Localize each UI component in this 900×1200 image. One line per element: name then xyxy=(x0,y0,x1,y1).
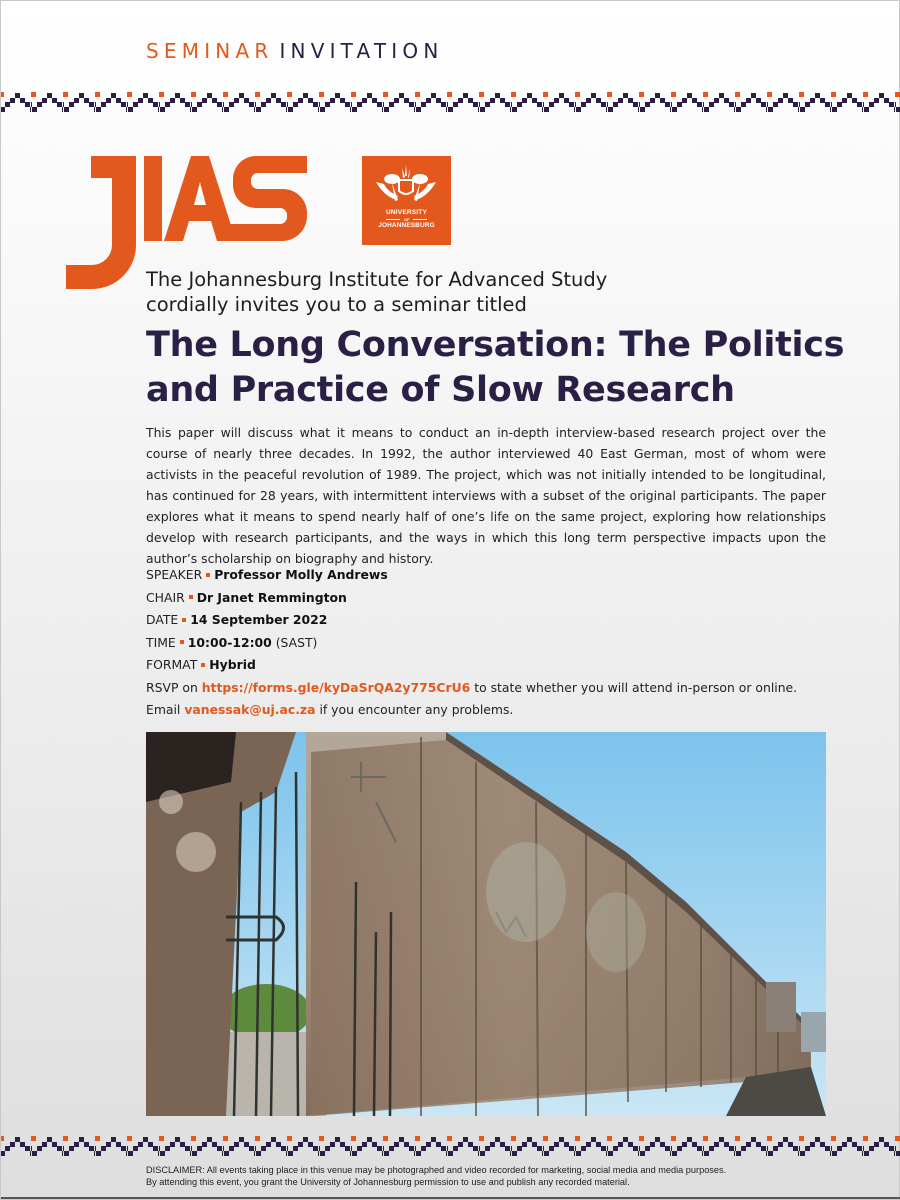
bullet-square-icon xyxy=(182,618,186,622)
detail-value: 14 September 2022 xyxy=(190,612,328,627)
intro-line-2: cordially invites you to a seminar titled xyxy=(146,293,527,316)
rsvp-link[interactable]: https://forms.gle/kyDaSrQA2y775CrU6 xyxy=(201,679,471,695)
uj-logo xyxy=(362,156,451,245)
berlin-wall-photo xyxy=(146,732,826,1116)
detail-chair xyxy=(146,587,797,610)
intro-line-1: The Johannesburg Institute for Advanced Study xyxy=(146,268,608,291)
bullet-square-icon xyxy=(180,640,184,644)
seminar-abstract: This paper will discuss what it means to conduct an in-depth interview-based research project over the course of nearly three decades. In 1992, the author interviewed 40 East German, most of whom were activists in the peaceful revolution of 1989. The project, which was not initially intended to be longitudinal, has continued for 28 years, with intermittent interviews with a subset of the original participants. The paper explores what it means to spend nearly half of one’s life on the same project, exploring how relationships develop with research participants, and the ways in which this long term perspective impacts upon the author’s scholarship on biography and history. xyxy=(146,425,826,566)
invitation-intro xyxy=(146,267,607,317)
disclaimer-line-1: DISCLAIMER: All events taking place in this venue may be photographed and video recorded for marketing, social media and media purposes. xyxy=(146,1165,727,1175)
header-title xyxy=(146,39,444,63)
top-pattern-band xyxy=(1,90,900,114)
uj-rule-right xyxy=(413,219,427,220)
header-word-invitation: INVITATION xyxy=(279,39,444,63)
detail-format xyxy=(146,654,797,677)
detail-time xyxy=(146,632,797,655)
detail-label: SPEAKER xyxy=(146,567,203,582)
title-line-1: The Long Conversation: The Politics xyxy=(146,325,845,365)
email-link[interactable]: vanessak@uj.ac.za xyxy=(184,702,316,717)
detail-date xyxy=(146,609,797,632)
uj-crest-icon xyxy=(362,156,451,208)
detail-value: 10:00-12:00 xyxy=(187,634,272,650)
detail-label: TIME xyxy=(146,634,176,650)
zigzag-pattern-icon xyxy=(1,90,900,114)
detail-value: Hybrid xyxy=(209,657,256,672)
bullet-square-icon xyxy=(201,663,205,667)
email-suffix: if you encounter any problems. xyxy=(315,702,514,717)
detail-value: Dr Janet Remmington xyxy=(196,589,347,605)
bottom-divider xyxy=(1,1197,900,1199)
zigzag-pattern-icon xyxy=(1,1134,900,1158)
email-line xyxy=(146,699,797,722)
uj-text-of: OF xyxy=(403,216,410,222)
detail-label: FORMAT xyxy=(146,657,198,672)
uj-text-johannesburg: JOHANNESBURG xyxy=(378,222,435,229)
title-line-2: and Practice of Slow Research xyxy=(146,370,735,410)
rsvp-prefix: RSVP on xyxy=(146,679,202,695)
bullet-square-icon xyxy=(189,595,193,599)
detail-value: Professor Molly Andrews xyxy=(214,567,388,582)
rsvp-suffix: to state whether you will attend in-person or online. xyxy=(470,679,798,695)
rsvp-line xyxy=(146,677,797,700)
bullet-square-icon xyxy=(206,573,210,577)
seminar-title xyxy=(146,323,844,413)
disclaimer-line-2: By attending this event, you grant the University of Johannesburg permission to use and publish any recorded material. xyxy=(146,1177,630,1187)
seminar-details xyxy=(146,564,797,722)
berlin-wall-image-icon xyxy=(146,732,826,1116)
detail-label: DATE xyxy=(146,612,179,627)
disclaimer xyxy=(146,1164,726,1188)
detail-label: CHAIR xyxy=(146,589,185,605)
detail-speaker xyxy=(146,564,797,587)
detail-timezone: (SAST) xyxy=(271,634,318,650)
uj-text-university: UNIVERSITY xyxy=(385,209,427,216)
email-prefix: Email xyxy=(146,702,185,717)
header-word-seminar: SEMINAR xyxy=(146,39,274,63)
bottom-pattern-band xyxy=(1,1134,900,1158)
